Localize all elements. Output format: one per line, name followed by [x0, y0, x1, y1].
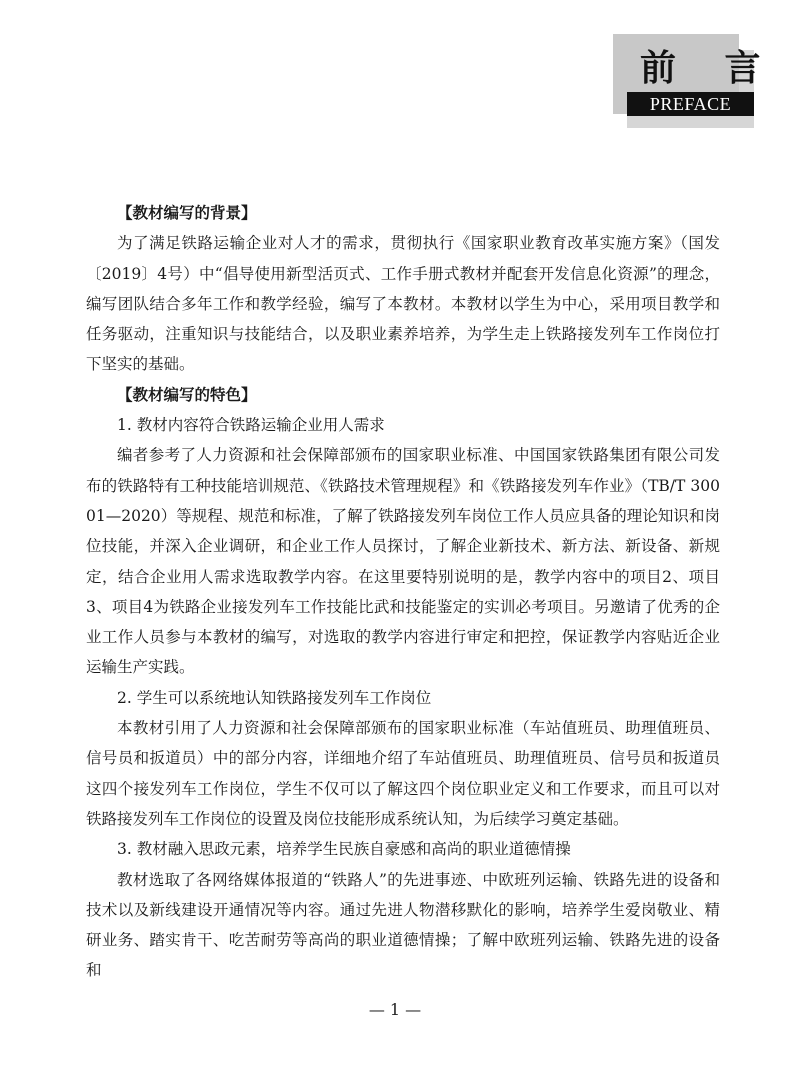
paragraph-feature-1: 编者参考了人力资源和社会保障部颁布的国家职业标准、中国国家铁路集团有限公司发布的铁路特有工种技能培训规范、《铁路技术管理规程》和《铁路接发列车作业》（TB/T 30001—2020）等规程、规范和标准，了解了铁路接发列车岗位工作人员应具备的理论知识和岗位技能，并深入企业调研，和企业工作人员探讨，了解企业新技术、新方法、新设备、新规定，结合企业用人需求选取教学内容。在这里要特别说明的是，教学内容中的项目2、项目3、项目4为铁路企业接发列车工作技能比武和技能鉴定的实训必考项目。另邀请了优秀的企业工作人员参与本教材的编写，对选取的教学内容进行审定和把控，保证教学内容贴近企业运输生产实践。 [86, 446, 720, 677]
subheading-feature-2: 2. 学生可以系统地认知铁路接发列车工作岗位 [117, 688, 432, 707]
page-title: 前 言 [640, 47, 779, 89]
page-number: — 1 — [368, 1000, 422, 1019]
subheading-feature-3: 3. 教材融入思政元素，培养学生民族自豪感和高尚的职业道德情操 [117, 840, 571, 859]
section-heading-background: 【教材编写的背景】 [117, 203, 257, 222]
subheading-feature-1: 1. 教材内容符合铁路运输企业用人需求 [117, 416, 385, 435]
page-subtitle: PREFACE [649, 94, 732, 114]
paragraph-feature-3: 教材选取了各网络媒体报道的“铁路人”的先进事迹、中欧班列运输、铁路先进的设备和技术以及新线建设开通情况等内容。通过先进人物潜移默化的影响，培养学生爱岗敬业、精研业务、踏实肯干、吃苦耐劳等高尚的职业道德情操；了解中欧班列运输、铁路先进的设备和 [86, 870, 720, 980]
main-content [86, 198, 720, 986]
paragraph-background: 为了满足铁路运输企业对人才的需求，贯彻执行《国家职业教育改革实施方案》（国发〔2019〕4号）中“倡导使用新型活页式、工作手册式教材并配套开发信息化资源”的理念，编写团队结合多年工作和教学经验，编写了本教材。本教材以学生为中心，采用项目教学和任务驱动，注重知识与技能结合，以及职业素养培养，为学生走上铁路接发列车工作岗位打下坚实的基础。 [86, 234, 720, 374]
paragraph-feature-2: 本教材引用了人力资源和社会保障部颁布的国家职业标准（车站值班员、助理值班员、信号员和扳道员）中的部分内容，详细地介绍了车站值班员、助理值班员、信号员和扳道员这四个接发列车工作岗位，学生不仅可以了解这四个岗位职业定义和工作要求，而且可以对铁路接发列车工作岗位的设置及岗位技能形成系统认知，为后续学习奠定基础。 [86, 719, 720, 828]
section-heading-features: 【教材编写的特色】 [117, 384, 257, 404]
